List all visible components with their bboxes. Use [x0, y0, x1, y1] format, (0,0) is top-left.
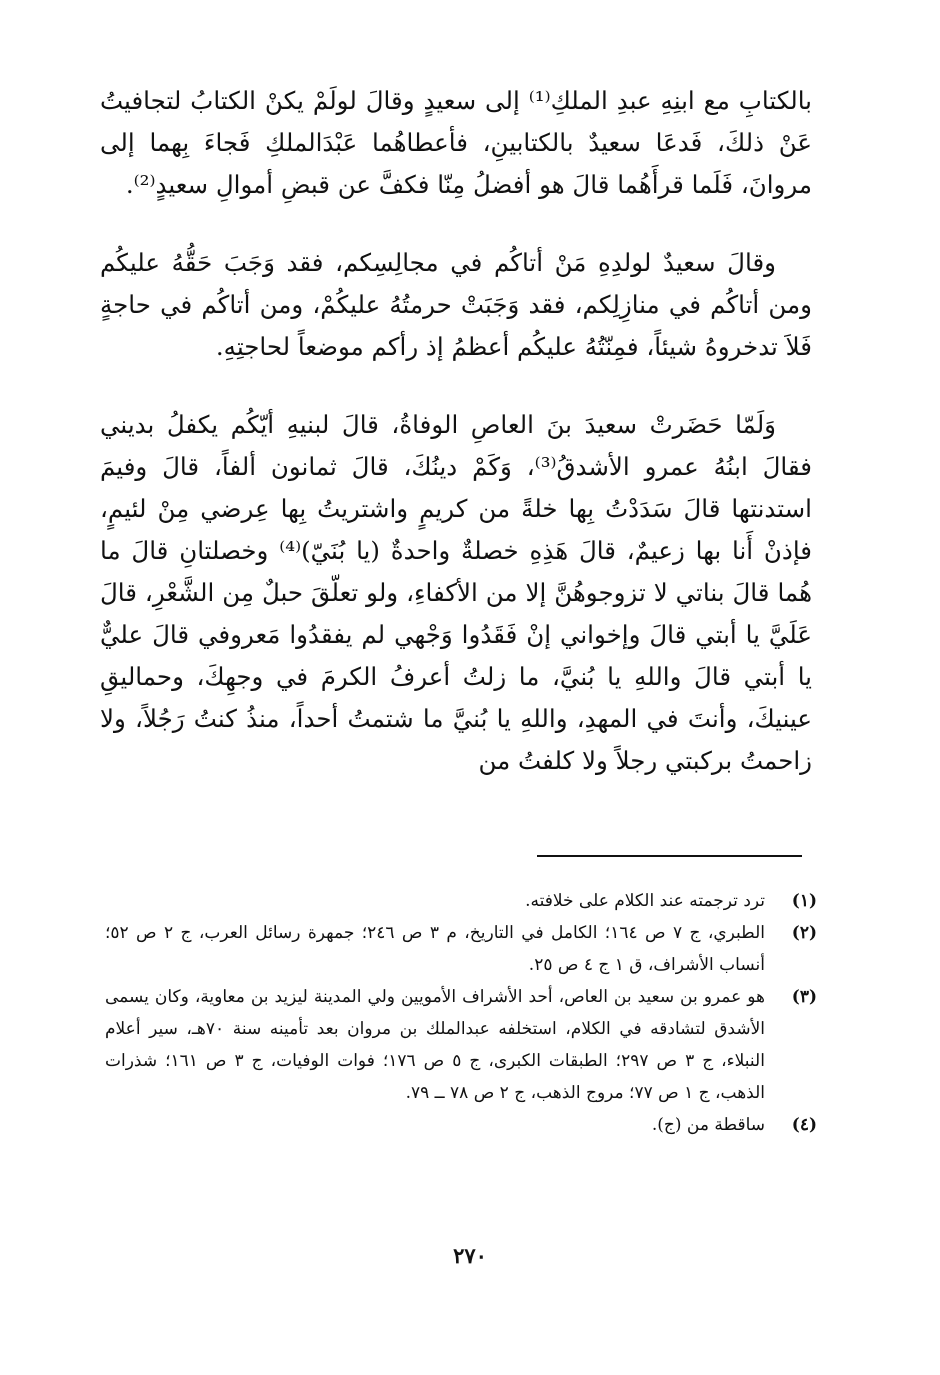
footnote-number: (٤)	[791, 1115, 817, 1135]
footnote-number: (٢)	[791, 923, 817, 943]
footnote-number: (٣)	[791, 987, 817, 1007]
footnote-separator	[537, 855, 802, 857]
footnote-text: ساقطة من (ج).	[651, 1115, 765, 1135]
page-number: ٢٧٠	[453, 1243, 487, 1268]
footnote-text: الطبري، ج ٧ ص ١٦٤؛ الكامل في التاريخ، م ٣ ص ٢٤٦؛ جمهرة رسائل العرب، ج ٢ ص ٥٢؛ أنساب الأشراف، ق ١ ج ٤ ص ٢٥.	[105, 923, 765, 975]
footnote-item	[105, 1109, 817, 1141]
footnote-item	[105, 981, 817, 1109]
paragraph-3: وَلَمّا حَضَرتْ سعيدَ بنَ العاصِ الوفاةُ، قالَ لبنيهِ أيّكُم يكفلُ بديني فقالَ ابنُهُ عمرو الأشدقُ⁽³⁾، وَكَمْ دينُكَ، قالَ ثمانون ألفاً، قالَ وفيمَ استدنتها قالَ سَدَدْتُ بِها خلةً من كريمٍ واشتريتُ بِها عِرضي مِنْ لئيمٍ، فإذنْ أَنا بها زعيمٌ، قالَ هَذِهِ خصلةٌ واحدةٌ (يا بُنَيّ)⁽⁴⁾ وخصلتانِ قالَ ما هُما قالَ بناتي لا تزوجوهُنَّ إلا من الأكفاءِ، ولو تعلّقَ حبلٌ مِن الشَّعْرِ، قالَ عَلَيَّ يا أبتي قالَ وإخواني إنْ فَقَدُوا وَجْهي لم يفقدُوا مَعروفي قالَ عليٌّ يا أبتي قالَ واللهِ يا بُنيَّ، ما زلتُ أعرفُ الكرمَ في وجهِكَ، وحماليقِ عينيكَ، وأنتَ في المهدِ، واللهِ يا بُنيَّ ما شتمتُ أحداً، منذُ كنتُ رَجُلاً، ولا زاحمتُ بركبتي رجلاً ولا كلفتُ من	[100, 410, 812, 775]
footnote-text: ترد ترجمته عند الكلام على خلافته.	[525, 891, 765, 911]
footnote-item	[105, 885, 817, 917]
footnote-text: هو عمرو بن سعيد بن العاص، أحد الأشراف الأمويين ولي المدينة ليزيد بن معاوية، وكان يسمى الأشدق لتشادقه في الكلام، استخلفه عبدالملك بن مروان بعد تأمينه سنة ٧٠هـ، سير أعلام النبلاء، ج ٣ ص ٢٩٧؛ الطبقات الكبرى، ج ٥ ص ١٧٦؛ فوات الوفيات، ج ٣ ص ١٦١؛ شذرات الذهب، ج ١ ص ٧٧؛ مروج الذهب، ج ٢ ص ٧٨ ــ ٧٩.	[105, 987, 765, 1103]
paragraph-2: وقالَ سعيدٌ لولدِهِ مَنْ أتاكُم في مجالِسِكم، فقد وَجَبَ حَقُّهُ عليكُم ومن أتاكُم في منازِلِكم، فقد وَجَبَتْ حرمتُهُ عليكُمْ، ومن أتاكُم في حاجةٍ فَلاَ تدخروهُ شيئاً، فمِنّتُهُ عليكُم أعظمُ إذ رأكم موضعاً لحاجتِهِ.	[100, 248, 812, 361]
footnote-number: (١)	[791, 891, 817, 911]
main-text	[100, 80, 812, 818]
footnote-item	[105, 917, 817, 981]
footnotes	[105, 885, 817, 1141]
paragraph-1: بالكتابِ مع ابنِهِ عبدِ الملكِ⁽¹⁾ إلى سعيدٍ وقالَ لولَمْ يكنْ الكتابُ لتجافيتُ عَنْ ذلكَ، فَدعَا سعيدٌ بالكتابينِ، فأعطاهُما عَبْدَالملكِ فَجاءَ بِهما إلى مروانَ، فَلَما قرأَهُما قالَ هو أفضلُ مِنّا فكفَّ عن قبضِ أموالِ سعيدٍ⁽²⁾.	[100, 86, 812, 199]
